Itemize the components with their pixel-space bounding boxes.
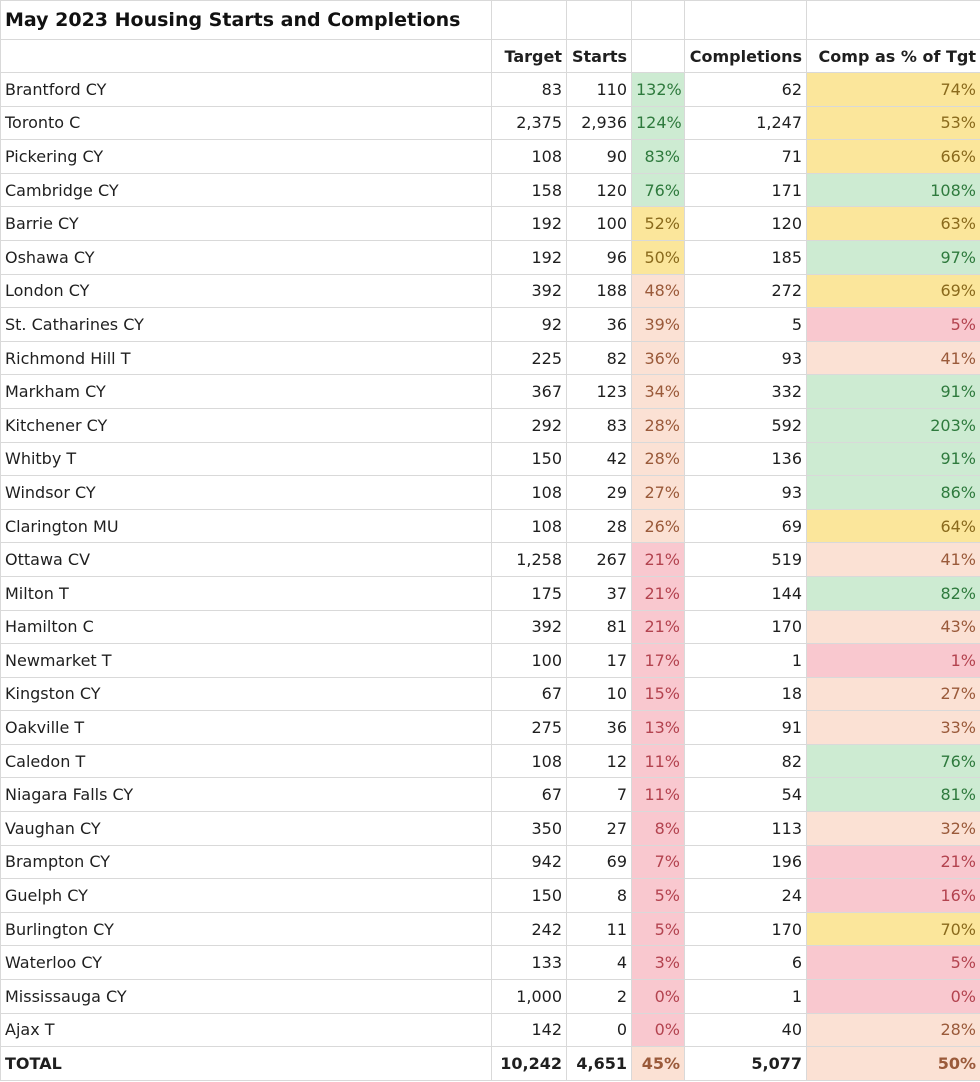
starts-pct-cell[interactable]: 28% xyxy=(632,408,685,442)
starts-pct-cell[interactable]: 36% xyxy=(632,341,685,375)
municipality-cell[interactable]: Richmond Hill T xyxy=(1,341,492,375)
starts-pct-cell[interactable]: 0% xyxy=(632,980,685,1014)
starts-cell[interactable]: 188 xyxy=(567,274,632,308)
starts-cell[interactable]: 123 xyxy=(567,375,632,409)
empty-cell[interactable] xyxy=(492,1,567,40)
municipality-cell[interactable]: Cambridge CY xyxy=(1,173,492,207)
comp-pct-cell[interactable]: 203% xyxy=(807,408,980,442)
starts-cell[interactable]: 36 xyxy=(567,308,632,342)
table-row xyxy=(1,442,980,476)
total-starts-pct[interactable]: 45% xyxy=(632,1047,685,1081)
table-row xyxy=(1,476,980,510)
table-row xyxy=(1,509,980,543)
starts-pct-cell[interactable]: 8% xyxy=(632,812,685,846)
completions-cell[interactable]: 1 xyxy=(685,644,807,678)
starts-cell[interactable]: 29 xyxy=(567,476,632,510)
starts-cell[interactable]: 0 xyxy=(567,1013,632,1047)
starts-pct-cell[interactable]: 132% xyxy=(632,73,685,107)
table-row xyxy=(1,576,980,610)
table-row xyxy=(1,644,980,678)
starts-pct-cell[interactable]: 48% xyxy=(632,274,685,308)
comp-pct-cell[interactable]: 69% xyxy=(807,274,980,308)
starts-cell[interactable]: 2,936 xyxy=(567,106,632,140)
table-row xyxy=(1,341,980,375)
target-cell[interactable]: 367 xyxy=(492,375,567,409)
comp-pct-cell[interactable]: 70% xyxy=(807,912,980,946)
completions-cell[interactable]: 120 xyxy=(685,207,807,241)
municipality-cell[interactable]: London CY xyxy=(1,274,492,308)
comp-pct-cell[interactable]: 97% xyxy=(807,240,980,274)
municipality-cell[interactable]: Vaughan CY xyxy=(1,812,492,846)
table-row xyxy=(1,140,980,174)
target-cell[interactable]: 67 xyxy=(492,778,567,812)
target-cell[interactable]: 175 xyxy=(492,576,567,610)
starts-cell[interactable]: 37 xyxy=(567,576,632,610)
starts-pct-cell[interactable]: 39% xyxy=(632,308,685,342)
starts-cell[interactable]: 12 xyxy=(567,744,632,778)
header-target[interactable]: Target xyxy=(492,40,567,73)
starts-pct-cell[interactable]: 28% xyxy=(632,442,685,476)
starts-cell[interactable]: 4 xyxy=(567,946,632,980)
starts-cell[interactable]: 2 xyxy=(567,980,632,1014)
starts-pct-cell[interactable]: 21% xyxy=(632,576,685,610)
starts-cell[interactable]: 110 xyxy=(567,73,632,107)
header-comp-pct[interactable]: Comp as % of Tgt xyxy=(807,40,980,73)
comp-pct-cell[interactable]: 32% xyxy=(807,812,980,846)
completions-cell[interactable]: 113 xyxy=(685,812,807,846)
target-cell[interactable]: 192 xyxy=(492,207,567,241)
starts-pct-cell[interactable]: 15% xyxy=(632,677,685,711)
target-cell[interactable]: 108 xyxy=(492,509,567,543)
target-cell[interactable]: 133 xyxy=(492,946,567,980)
target-cell[interactable]: 350 xyxy=(492,812,567,846)
starts-cell[interactable]: 28 xyxy=(567,509,632,543)
comp-pct-cell[interactable]: 5% xyxy=(807,308,980,342)
completions-cell[interactable]: 1 xyxy=(685,980,807,1014)
completions-cell[interactable]: 519 xyxy=(685,543,807,577)
completions-cell[interactable]: 1,247 xyxy=(685,106,807,140)
starts-pct-cell[interactable]: 27% xyxy=(632,476,685,510)
completions-cell[interactable]: 332 xyxy=(685,375,807,409)
completions-cell[interactable]: 185 xyxy=(685,240,807,274)
completions-cell[interactable]: 69 xyxy=(685,509,807,543)
target-cell[interactable]: 1,000 xyxy=(492,980,567,1014)
total-row xyxy=(1,1047,980,1081)
municipality-cell[interactable]: Caledon T xyxy=(1,744,492,778)
starts-cell[interactable]: 8 xyxy=(567,879,632,913)
starts-pct-cell[interactable]: 11% xyxy=(632,744,685,778)
target-cell[interactable]: 83 xyxy=(492,73,567,107)
municipality-cell[interactable]: Barrie CY xyxy=(1,207,492,241)
starts-pct-cell[interactable]: 34% xyxy=(632,375,685,409)
starts-cell[interactable]: 100 xyxy=(567,207,632,241)
starts-pct-cell[interactable]: 5% xyxy=(632,879,685,913)
table-row xyxy=(1,845,980,879)
completions-cell[interactable]: 5 xyxy=(685,308,807,342)
municipality-cell[interactable]: Milton T xyxy=(1,576,492,610)
completions-cell[interactable]: 196 xyxy=(685,845,807,879)
total-label[interactable]: TOTAL xyxy=(1,1047,492,1081)
comp-pct-cell[interactable]: 43% xyxy=(807,610,980,644)
target-cell[interactable]: 225 xyxy=(492,341,567,375)
total-comp-pct[interactable]: 50% xyxy=(807,1047,980,1081)
header-starts[interactable]: Starts xyxy=(567,40,632,73)
municipality-cell[interactable]: Oshawa CY xyxy=(1,240,492,274)
target-cell[interactable]: 2,375 xyxy=(492,106,567,140)
starts-cell[interactable]: 82 xyxy=(567,341,632,375)
target-cell[interactable]: 158 xyxy=(492,173,567,207)
completions-cell[interactable]: 170 xyxy=(685,610,807,644)
table-row xyxy=(1,240,980,274)
table-row xyxy=(1,610,980,644)
starts-pct-cell[interactable]: 52% xyxy=(632,207,685,241)
empty-cell[interactable] xyxy=(632,1,685,40)
sheet-title[interactable]: May 2023 Housing Starts and Completions xyxy=(1,1,492,40)
comp-pct-cell[interactable]: 74% xyxy=(807,73,980,107)
comp-pct-cell[interactable]: 28% xyxy=(807,1013,980,1047)
municipality-cell[interactable]: Kingston CY xyxy=(1,677,492,711)
comp-pct-cell[interactable]: 66% xyxy=(807,140,980,174)
comp-pct-cell[interactable]: 5% xyxy=(807,946,980,980)
target-cell[interactable]: 67 xyxy=(492,677,567,711)
completions-cell[interactable]: 91 xyxy=(685,711,807,745)
municipality-cell[interactable]: Brampton CY xyxy=(1,845,492,879)
municipality-cell[interactable]: Guelph CY xyxy=(1,879,492,913)
starts-pct-cell[interactable]: 5% xyxy=(632,912,685,946)
municipality-cell[interactable]: Ajax T xyxy=(1,1013,492,1047)
target-cell[interactable]: 292 xyxy=(492,408,567,442)
starts-pct-cell[interactable]: 7% xyxy=(632,845,685,879)
table-row xyxy=(1,173,980,207)
starts-cell[interactable]: 120 xyxy=(567,173,632,207)
table-row xyxy=(1,274,980,308)
completions-cell[interactable]: 592 xyxy=(685,408,807,442)
completions-cell[interactable]: 18 xyxy=(685,677,807,711)
municipality-cell[interactable]: Newmarket T xyxy=(1,644,492,678)
starts-cell[interactable]: 42 xyxy=(567,442,632,476)
starts-pct-cell[interactable]: 83% xyxy=(632,140,685,174)
empty-cell[interactable] xyxy=(807,1,980,40)
header-starts-pct-cell[interactable] xyxy=(632,40,685,73)
target-cell[interactable]: 942 xyxy=(492,845,567,879)
header-name-cell[interactable] xyxy=(1,40,492,73)
comp-pct-cell[interactable]: 27% xyxy=(807,677,980,711)
table-row xyxy=(1,912,980,946)
starts-pct-cell[interactable]: 17% xyxy=(632,644,685,678)
target-cell[interactable]: 392 xyxy=(492,610,567,644)
empty-cell[interactable] xyxy=(685,1,807,40)
starts-pct-cell[interactable]: 76% xyxy=(632,173,685,207)
municipality-cell[interactable]: Pickering CY xyxy=(1,140,492,174)
table-row xyxy=(1,73,980,107)
comp-pct-cell[interactable]: 64% xyxy=(807,509,980,543)
comp-pct-cell[interactable]: 81% xyxy=(807,778,980,812)
starts-pct-cell[interactable]: 124% xyxy=(632,106,685,140)
completions-cell[interactable]: 136 xyxy=(685,442,807,476)
target-cell[interactable]: 1,258 xyxy=(492,543,567,577)
target-cell[interactable]: 392 xyxy=(492,274,567,308)
table-row xyxy=(1,711,980,745)
completions-cell[interactable]: 40 xyxy=(685,1013,807,1047)
completions-cell[interactable]: 93 xyxy=(685,476,807,510)
municipality-cell[interactable]: Oakville T xyxy=(1,711,492,745)
target-cell[interactable]: 192 xyxy=(492,240,567,274)
target-cell[interactable]: 150 xyxy=(492,879,567,913)
starts-cell[interactable]: 11 xyxy=(567,912,632,946)
comp-pct-cell[interactable]: 91% xyxy=(807,442,980,476)
starts-cell[interactable]: 90 xyxy=(567,140,632,174)
municipality-cell[interactable]: Markham CY xyxy=(1,375,492,409)
completions-cell[interactable]: 82 xyxy=(685,744,807,778)
target-cell[interactable]: 242 xyxy=(492,912,567,946)
starts-pct-cell[interactable]: 13% xyxy=(632,711,685,745)
comp-pct-cell[interactable]: 0% xyxy=(807,980,980,1014)
target-cell[interactable]: 108 xyxy=(492,140,567,174)
table-row xyxy=(1,677,980,711)
starts-cell[interactable]: 7 xyxy=(567,778,632,812)
starts-cell[interactable]: 17 xyxy=(567,644,632,678)
municipality-cell[interactable]: Whitby T xyxy=(1,442,492,476)
comp-pct-cell[interactable]: 41% xyxy=(807,543,980,577)
municipality-cell[interactable]: Mississauga CY xyxy=(1,980,492,1014)
table-row xyxy=(1,744,980,778)
table-row xyxy=(1,207,980,241)
comp-pct-cell[interactable]: 82% xyxy=(807,576,980,610)
starts-pct-cell[interactable]: 3% xyxy=(632,946,685,980)
comp-pct-cell[interactable]: 33% xyxy=(807,711,980,745)
table-row xyxy=(1,879,980,913)
table-row xyxy=(1,543,980,577)
starts-cell[interactable]: 267 xyxy=(567,543,632,577)
table-row xyxy=(1,812,980,846)
starts-cell[interactable]: 36 xyxy=(567,711,632,745)
header-row xyxy=(1,40,980,73)
completions-cell[interactable]: 71 xyxy=(685,140,807,174)
table-row xyxy=(1,308,980,342)
total-target[interactable]: 10,242 xyxy=(492,1047,567,1081)
completions-cell[interactable]: 171 xyxy=(685,173,807,207)
title-row xyxy=(1,1,980,40)
comp-pct-cell[interactable]: 63% xyxy=(807,207,980,241)
target-cell[interactable]: 275 xyxy=(492,711,567,745)
comp-pct-cell[interactable]: 86% xyxy=(807,476,980,510)
municipality-cell[interactable]: St. Catharines CY xyxy=(1,308,492,342)
completions-cell[interactable]: 54 xyxy=(685,778,807,812)
completions-cell[interactable]: 24 xyxy=(685,879,807,913)
completions-cell[interactable]: 62 xyxy=(685,73,807,107)
starts-cell[interactable]: 81 xyxy=(567,610,632,644)
starts-cell[interactable]: 10 xyxy=(567,677,632,711)
completions-cell[interactable]: 6 xyxy=(685,946,807,980)
table-row xyxy=(1,106,980,140)
comp-pct-cell[interactable]: 53% xyxy=(807,106,980,140)
starts-pct-cell[interactable]: 50% xyxy=(632,240,685,274)
comp-pct-cell[interactable]: 41% xyxy=(807,341,980,375)
municipality-cell[interactable]: Kitchener CY xyxy=(1,408,492,442)
municipality-cell[interactable]: Hamilton C xyxy=(1,610,492,644)
starts-pct-cell[interactable]: 21% xyxy=(632,610,685,644)
table-row xyxy=(1,778,980,812)
completions-cell[interactable]: 272 xyxy=(685,274,807,308)
empty-cell[interactable] xyxy=(567,1,632,40)
total-completions[interactable]: 5,077 xyxy=(685,1047,807,1081)
table-row xyxy=(1,375,980,409)
comp-pct-cell[interactable]: 108% xyxy=(807,173,980,207)
municipality-cell[interactable]: Windsor CY xyxy=(1,476,492,510)
municipality-cell[interactable]: Clarington MU xyxy=(1,509,492,543)
total-starts[interactable]: 4,651 xyxy=(567,1047,632,1081)
comp-pct-cell[interactable]: 91% xyxy=(807,375,980,409)
table-row xyxy=(1,980,980,1014)
starts-pct-cell[interactable]: 21% xyxy=(632,543,685,577)
starts-pct-cell[interactable]: 11% xyxy=(632,778,685,812)
header-completions[interactable]: Completions xyxy=(685,40,807,73)
comp-pct-cell[interactable]: 1% xyxy=(807,644,980,678)
completions-cell[interactable]: 170 xyxy=(685,912,807,946)
target-cell[interactable]: 108 xyxy=(492,744,567,778)
completions-cell[interactable]: 93 xyxy=(685,341,807,375)
table-row xyxy=(1,946,980,980)
target-cell[interactable]: 100 xyxy=(492,644,567,678)
starts-pct-cell[interactable]: 26% xyxy=(632,509,685,543)
municipality-cell[interactable]: Toronto C xyxy=(1,106,492,140)
completions-cell[interactable]: 144 xyxy=(685,576,807,610)
target-cell[interactable]: 150 xyxy=(492,442,567,476)
municipality-cell[interactable]: Niagara Falls CY xyxy=(1,778,492,812)
municipality-cell[interactable]: Waterloo CY xyxy=(1,946,492,980)
municipality-cell[interactable]: Burlington CY xyxy=(1,912,492,946)
starts-cell[interactable]: 83 xyxy=(567,408,632,442)
target-cell[interactable]: 142 xyxy=(492,1013,567,1047)
table-row xyxy=(1,408,980,442)
starts-cell[interactable]: 27 xyxy=(567,812,632,846)
municipality-cell[interactable]: Brantford CY xyxy=(1,73,492,107)
municipality-cell[interactable]: Ottawa CV xyxy=(1,543,492,577)
comp-pct-cell[interactable]: 21% xyxy=(807,845,980,879)
target-cell[interactable]: 92 xyxy=(492,308,567,342)
table-row xyxy=(1,1013,980,1047)
starts-pct-cell[interactable]: 0% xyxy=(632,1013,685,1047)
comp-pct-cell[interactable]: 76% xyxy=(807,744,980,778)
starts-cell[interactable]: 69 xyxy=(567,845,632,879)
target-cell[interactable]: 108 xyxy=(492,476,567,510)
comp-pct-cell[interactable]: 16% xyxy=(807,879,980,913)
starts-cell[interactable]: 96 xyxy=(567,240,632,274)
